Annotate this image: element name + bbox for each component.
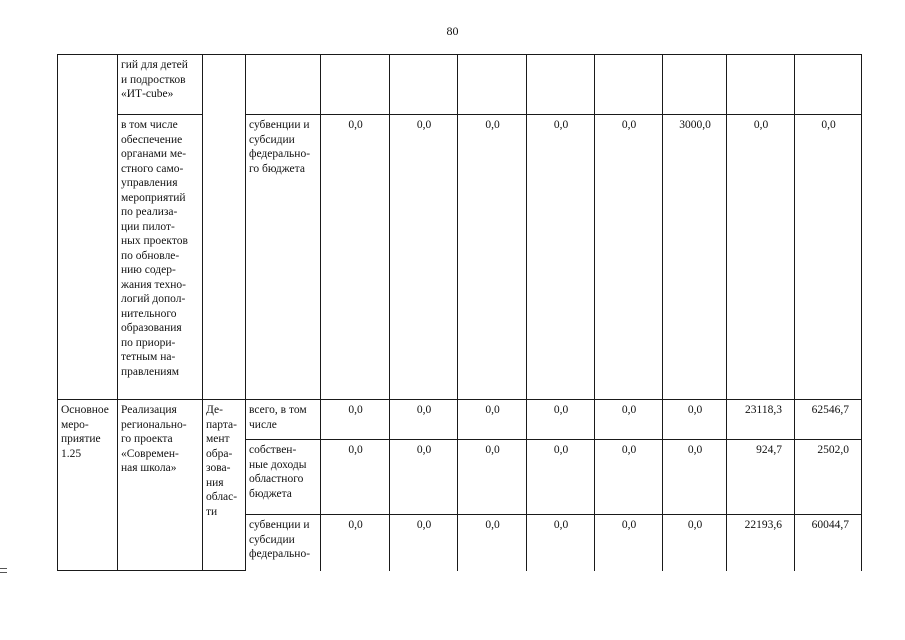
- value-cell: 0,0: [795, 115, 862, 400]
- table-row: [58, 115, 862, 400]
- value-cell: 0,0: [390, 115, 458, 400]
- source-cell: всего, в том числе: [246, 400, 321, 440]
- value-cell: 23118,3: [727, 400, 795, 440]
- table-row: [58, 55, 862, 115]
- value-cell: 0,0: [595, 515, 663, 571]
- value-cell: 0,0: [458, 440, 527, 515]
- value-cell: 0,0: [321, 115, 390, 400]
- value-cell: [595, 55, 663, 115]
- value-cell: [727, 55, 795, 115]
- value-cell: 62546,7: [795, 400, 862, 440]
- name-cell: Реализация регионально- го проекта «Современ- ная школа»: [118, 400, 203, 571]
- value-cell: 0,0: [595, 115, 663, 400]
- value-cell: 0,0: [458, 400, 527, 440]
- value-cell: [527, 55, 595, 115]
- source-cell: субвенции и субсидии федерально- го бюджета: [246, 115, 321, 400]
- value-cell: [663, 55, 727, 115]
- value-cell: 2502,0: [795, 440, 862, 515]
- value-cell: 0,0: [527, 515, 595, 571]
- value-cell: 0,0: [527, 115, 595, 400]
- value-cell: 924,7: [727, 440, 795, 515]
- value-cell: 60044,7: [795, 515, 862, 571]
- value-cell: 0,0: [390, 440, 458, 515]
- executor-cell: Де- парта- мент обра- зова- ния облас- ти: [203, 400, 246, 571]
- executor-cell: [203, 55, 246, 400]
- page-number: 80: [446, 24, 459, 38]
- value-cell: 0,0: [727, 115, 795, 400]
- source-cell: собствен- ные доходы областного бюджета: [246, 440, 321, 515]
- value-cell: [390, 55, 458, 115]
- value-cell: 0,0: [458, 515, 527, 571]
- name-cell: гий для детей и подростков «ИТ-cube»: [118, 55, 203, 115]
- value-cell: [795, 55, 862, 115]
- value-cell: 0,0: [663, 400, 727, 440]
- value-cell: 0,0: [527, 440, 595, 515]
- value-cell: 0,0: [595, 440, 663, 515]
- source-cell: субвенции и субсидии федерально-: [246, 515, 321, 571]
- value-cell: 22193,6: [727, 515, 795, 571]
- budget-table: [57, 54, 862, 571]
- value-cell: 0,0: [321, 515, 390, 571]
- value-cell: 0,0: [595, 400, 663, 440]
- table-row: [58, 400, 862, 440]
- code-cell: [58, 55, 118, 400]
- value-cell: 0,0: [663, 440, 727, 515]
- value-cell: [458, 55, 527, 115]
- value-cell: 0,0: [390, 515, 458, 571]
- value-cell: 0,0: [458, 115, 527, 400]
- edge-mark: [0, 572, 7, 573]
- value-cell: 0,0: [321, 440, 390, 515]
- value-cell: 0,0: [390, 400, 458, 440]
- value-cell: 0,0: [321, 400, 390, 440]
- name-cell: в том числе обеспечение органами ме- стного само- управления мероприятий по реализа- ции пилот- ных проектов по обновле- нию содер- жания техно- логий допол- нительного образования по приори- тетным на- правлениям: [118, 115, 203, 400]
- value-cell: [321, 55, 390, 115]
- value-cell: 3000,0: [663, 115, 727, 400]
- source-cell: [246, 55, 321, 115]
- value-cell: 0,0: [663, 515, 727, 571]
- value-cell: 0,0: [527, 400, 595, 440]
- edge-mark: [0, 568, 7, 569]
- code-cell: Основное меро- приятие 1.25: [58, 400, 118, 571]
